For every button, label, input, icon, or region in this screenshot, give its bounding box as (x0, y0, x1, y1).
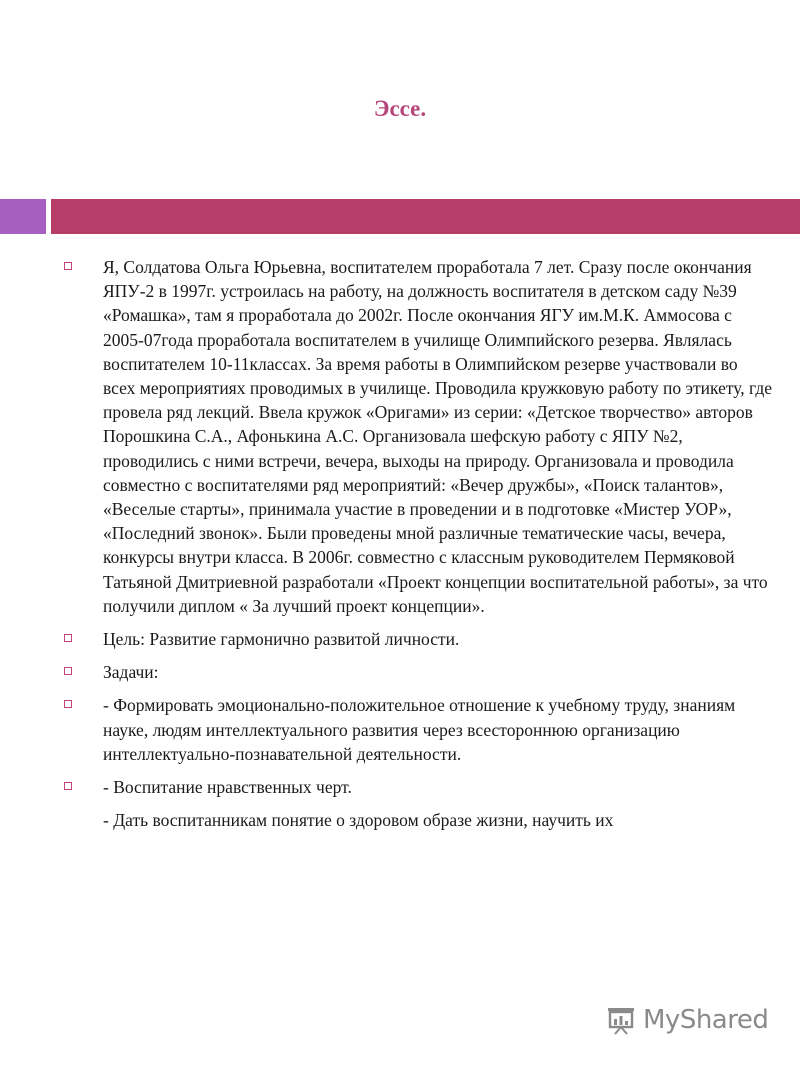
watermark-text: MyShared (643, 1005, 769, 1035)
list-item (0, 660, 800, 684)
list-item-text: Я, Солдатова Ольга Юрьевна, воспитателем проработала 7 лет. Сразу после окончания ЯПУ-2 в 1997г. устроилась на работу, на должность воспитателя в детском саду №39 «Ромашка», там я проработала до 2002г. После окончания ЯГУ им.М.К. Аммосова с 2005-07года проработала воспитателем в училище Олимпийского резерва. Являлась воспитателем 10-11классах. За время работы в Олимпийском резерве участвовали во всех мероприятиях проводимых в училище. Проводила кружковую работу по этикету, где провела ряд лекций. Ввела кружок «Оригами» из серии: «Детское творчество» авторов Порошкина С.А., Афонькина А.С. Организовала шефскую работу с ЯПУ №2, проводились с ними встречи, вечера, выходы на природу. Организовала и проводила совместно с воспитателями ряд мероприятий: «Вечер дружбы», «Поиск талантов», «Веселые старты», принимала участие в проведении и в подготовке «Мистер УОР», «Последний звонок». Были проведены мной различные тематические часы, вечера, конкурсы внутри класса. В 2006г. совместно с классным руководителем Пермяковой Татьяной Дмитриевной разработали «Проект концепции воспитательной работы», за что получили диплом « За лучший проект концепции». (103, 257, 772, 616)
list-item (0, 255, 800, 618)
list-item (0, 693, 800, 766)
list-item-text: - Формировать эмоционально-положительное отношение к учебному труду, знаниям науке, людям интеллектуального развития через всестороннюю организацию интеллектуально-познавательной деятельности. (103, 695, 736, 764)
square-bullet-icon (64, 782, 72, 790)
square-bullet-icon (64, 634, 72, 642)
list-item-text: Цель: Развитие гармонично развитой личности. (103, 629, 460, 650)
list-item (0, 775, 800, 799)
accent-bar-left (0, 199, 46, 234)
list-item-text: Задачи: (103, 662, 159, 683)
watermark-logo (606, 1002, 768, 1038)
trailing-line: - Дать воспитанникам понятие о здоровом образе жизни, научить их (103, 810, 614, 831)
presentation-board-icon (606, 1005, 636, 1035)
square-bullet-icon (64, 262, 72, 270)
list-item-text: - Воспитание нравственных черт. (103, 777, 352, 798)
square-bullet-icon (64, 700, 72, 708)
slide-content (0, 255, 800, 832)
square-bullet-icon (64, 667, 72, 675)
list-item (0, 627, 800, 651)
slide-title: Эссе. (373, 96, 427, 121)
accent-bar-right (51, 199, 800, 234)
